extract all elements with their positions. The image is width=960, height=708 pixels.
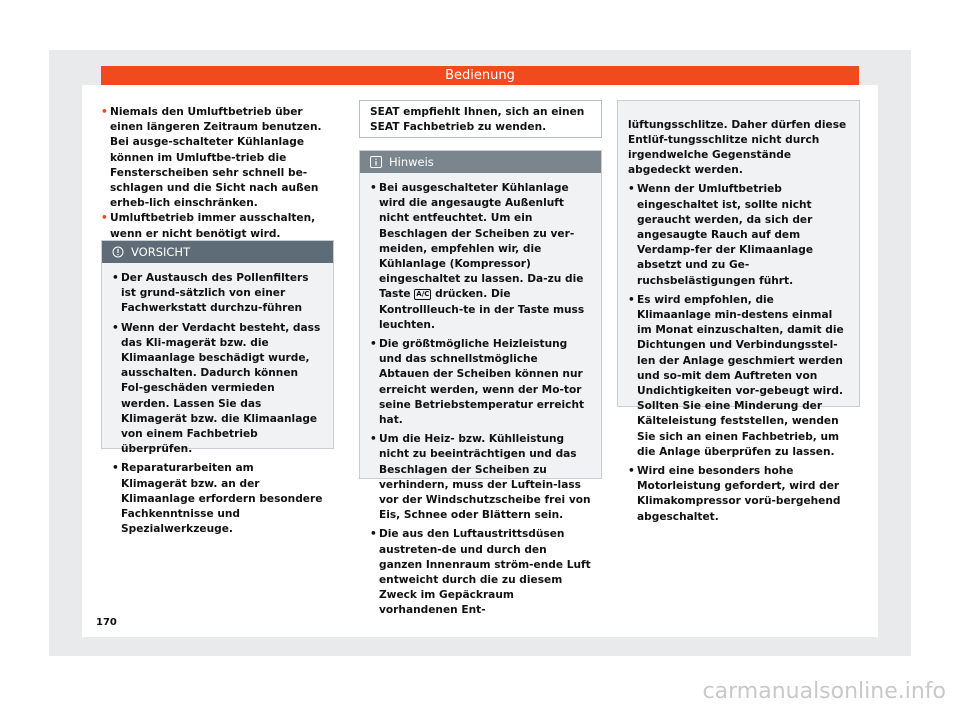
list-item xyxy=(628,464,849,525)
list-item xyxy=(101,105,333,211)
note-continuation-body xyxy=(618,101,859,535)
recommendation-box xyxy=(359,100,602,138)
list-item-text: Niemals den Umluftbetrieb über einen längeren Zeitraum benutzen. Bei ausge-schalteter Kühlanlage können im Umluftbe-trieb die Fensterscheiben sehr schnell be-schlagen und die Sicht nach außen erheb-lich einschränken. xyxy=(110,106,322,210)
bullet-icon: • xyxy=(101,106,108,118)
bullet-icon: • xyxy=(628,293,635,306)
list-item-text: Wird eine besonders hohe Motorleistung gefordert, wird der Klimakompressor vorü-bergehend abgeschaltet. xyxy=(637,465,841,523)
list-item-text: Umluftbetrieb immer ausschalten, wenn er nicht benötigt wird. xyxy=(110,212,316,240)
section-header: Bedienung xyxy=(101,66,859,85)
bullet-icon: • xyxy=(370,528,377,541)
left-column xyxy=(101,105,333,242)
list-item-text: Wenn der Umluftbetrieb eingeschaltet ist, sollte nicht geraucht werden, da sich der angesaugte Rauch auf dem Verdamp-fer der Klimaanlage absetzt und zu Ge-ruchsbelästigungen führt. xyxy=(637,183,814,287)
list-item xyxy=(112,271,323,317)
continuation-text: lüftungsschlitze. Daher dürfen diese Entlüf-tungsschlitze nicht durch irgendwelche Gegenstände abgedeckt werden. xyxy=(628,118,847,177)
note-title: Hinweis xyxy=(389,155,434,169)
bullet-icon: • xyxy=(370,433,377,446)
caution-icon xyxy=(112,246,124,258)
note-text-part: Bei ausgeschalteter Kühlanlage wird die angesaugte Außenluft nicht entfeuchtet. Um ein Beschlagen der Scheiben zu ver-meiden, empfehlen wir, die Kühlanlage (Kompressor) eingeschaltet zu lassen. Da-zu die Taste xyxy=(379,182,584,301)
list-item xyxy=(101,211,333,241)
bullet-icon: • xyxy=(628,465,635,478)
bullet-icon: • xyxy=(112,272,119,284)
caution-body xyxy=(102,263,333,547)
note-text-part: drücken. Die Kontrollleuch-te in der Taste muss leuchten. xyxy=(379,288,585,331)
bullet-icon: • xyxy=(112,462,119,475)
bullet-icon: • xyxy=(628,183,635,196)
list-item xyxy=(370,181,591,333)
note-header xyxy=(360,151,601,173)
ac-button-icon: A/C xyxy=(416,290,430,299)
list-item-text: Reparaturarbeiten am Klimagerät bzw. an der Klimaanlage erfordern besondere Fachkenntnisse und Spezialwerkzeuge. xyxy=(121,462,323,536)
list-item xyxy=(370,432,591,523)
list-item-text: Die aus den Luftaustrittsdüsen austreten-de und durch den ganzen Innenraum ström-ende Luft entweicht durch die zu diesem Zweck im Gepäckraum vorhandenen Ent- xyxy=(379,528,591,617)
list-item-text xyxy=(379,181,591,333)
watermark-text: carmanualsonline.info xyxy=(702,679,946,704)
list-item-text: Um die Heiz- bzw. Kühlleistung nicht zu beeinträchtigen und das Beschlagen der Scheiben zu verhindern, muss der Luftein-lass vor der Windschutzscheibe frei von Eis, Schnee oder Blättern sein. xyxy=(379,433,591,522)
caution-header xyxy=(102,241,333,263)
list-item xyxy=(370,527,591,618)
caution-box xyxy=(101,240,334,536)
caution-title: VORSICHT xyxy=(131,245,191,259)
list-item-text: Wenn der Verdacht besteht, dass das Kli-magerät bzw. die Klimaanlage beschädigt wurde, ausschalten. Dadurch können Fol-geschäden vermieden werden. Lassen Sie das Klimagerät bzw. die Klimaanlage von einem Fachbetrieb überprüfen. xyxy=(121,321,321,456)
info-icon xyxy=(370,156,382,168)
note-body xyxy=(360,173,601,629)
bullet-icon: • xyxy=(370,338,377,351)
bullet-icon: • xyxy=(112,321,119,334)
list-item xyxy=(628,182,849,288)
list-item-text: Die größtmögliche Heizleistung und das schnellstmögliche Abtauen der Scheiben können nur erreicht werden, wenn der Mo-tor seine Betriebstemperatur erreicht hat. xyxy=(379,338,585,427)
list-item xyxy=(112,321,323,458)
list-item xyxy=(628,293,849,460)
recommendation-text: SEAT empfiehlt Ihnen, sich an einen SEAT Fachbetrieb zu wenden. xyxy=(370,106,585,134)
note-box xyxy=(359,150,602,617)
page-number: 170 xyxy=(96,617,117,628)
note-continuation-box xyxy=(617,100,860,523)
list-item xyxy=(370,337,591,428)
bullet-icon: • xyxy=(370,182,377,194)
bullet-icon: • xyxy=(101,212,108,225)
list-item xyxy=(112,461,323,537)
list-item-text: Der Austausch des Pollenfilters ist grund-sätzlich von einer Fachwerkstatt durchzu-führen xyxy=(121,272,309,315)
list-item-text: Es wird empfohlen, die Klimaanlage min-destens einmal im Monat einzuschalten, damit die Dichtungen und Verbindungsstel-len der Anlage geschmiert werden und so-mit dem Auftreten von Undichtigkeiten vor-gebeugt wird. Sollten Sie eine Minderung der Kälteleistung feststellen, wenden Sie sich an einen Fachbetrieb, um die Anlage überprüfen zu lassen. xyxy=(637,293,844,458)
